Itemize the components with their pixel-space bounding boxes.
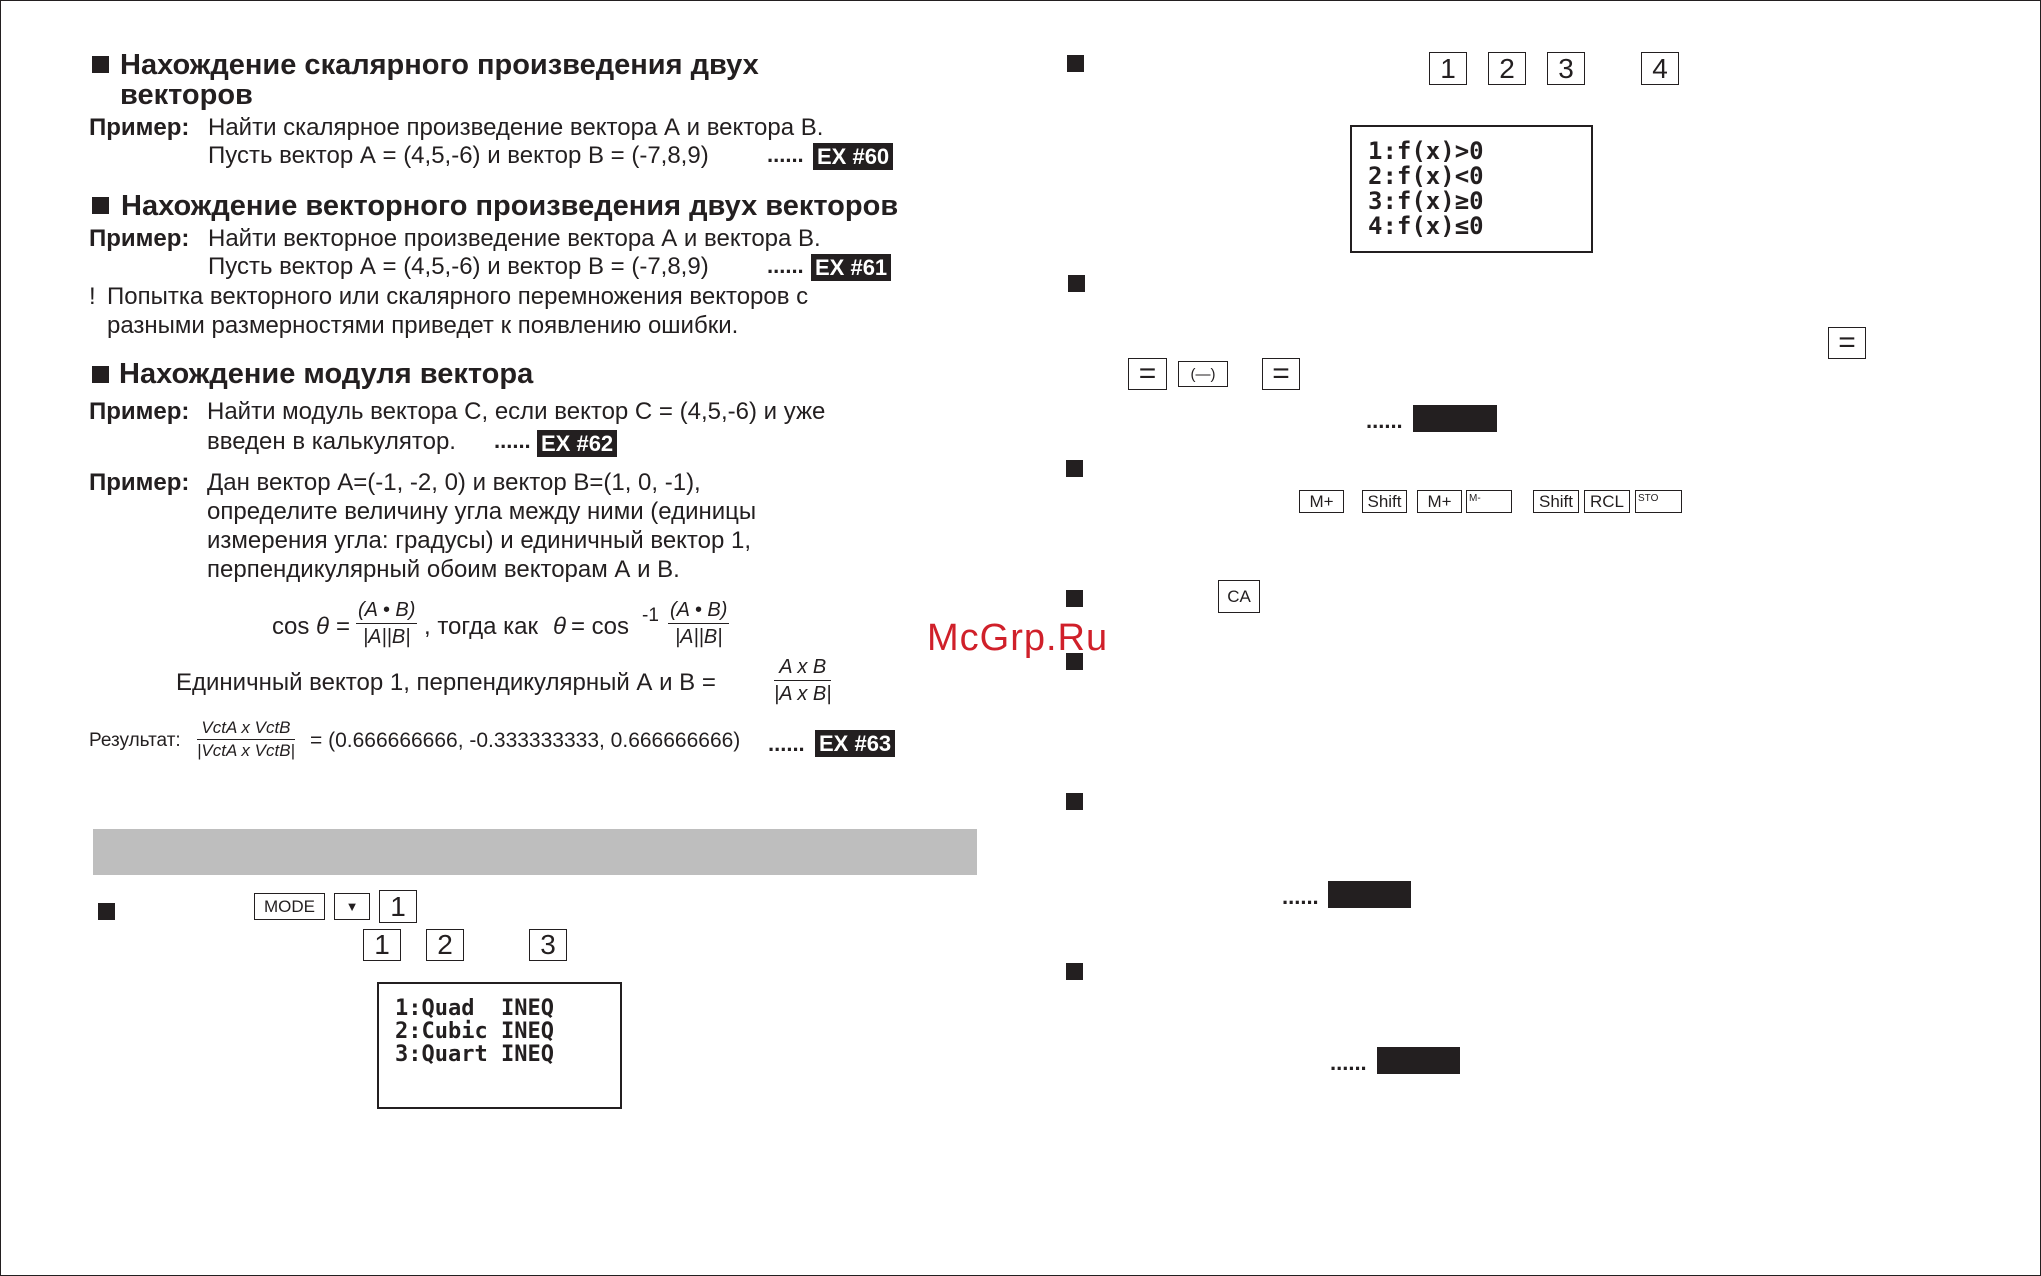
- bullet-square: [1066, 460, 1083, 477]
- example-text: Найти скалярное произведение вектора А и вектора В.: [208, 114, 824, 141]
- example-label: Пример:: [89, 398, 190, 425]
- mode-key[interactable]: MODE: [254, 893, 325, 920]
- bullet-square: [1066, 590, 1083, 607]
- key-2[interactable]: 2: [1488, 52, 1526, 85]
- formula-equals: =: [336, 613, 351, 640]
- bullet-square: [98, 903, 115, 920]
- example-text: Найти модуль вектора С, если вектор С = (4,5,-6) и уже: [207, 398, 826, 425]
- redacted-ex-label: [1328, 881, 1411, 908]
- example-text: Пусть вектор А = (4,5,-6) и вектор В = (-7,8,9): [208, 253, 709, 280]
- formula-fraction: [668, 597, 729, 650]
- fraction-numerator: VctA x VctB: [197, 717, 295, 740]
- section-title-vector-modulus: Нахождение модуля вектора: [119, 358, 534, 390]
- example-label: Пример:: [89, 114, 190, 141]
- fraction-denominator: |VctA x VctB|: [197, 741, 295, 760]
- fraction-numerator: (A • B): [668, 597, 729, 624]
- ex-label-63: EX #63: [815, 730, 895, 757]
- equals-key[interactable]: =: [1128, 358, 1167, 390]
- shift-key[interactable]: Shift: [1362, 490, 1407, 513]
- section-title-vector-product: Нахождение векторного произведения двух векторов: [121, 190, 899, 222]
- bullet-square: [1066, 793, 1083, 810]
- cursor-down-key[interactable]: [334, 893, 370, 920]
- example-text: Найти векторное произведение вектора А и вектора В.: [208, 225, 821, 252]
- bullet-square: [92, 366, 109, 383]
- formula-theta: θ: [316, 613, 330, 640]
- formula-middle: , тогда как: [424, 613, 538, 640]
- equals-key[interactable]: =: [1262, 358, 1300, 390]
- rcl-key[interactable]: RCL: [1584, 490, 1630, 513]
- result-label: Результат:: [89, 730, 181, 751]
- arrow-down-icon: ▼: [345, 899, 359, 914]
- example-text: введен в калькулятор.: [207, 428, 456, 455]
- bullet-square: [1068, 275, 1085, 292]
- dots: ......: [1282, 884, 1319, 909]
- example-text: измерения угла: градусы) и единичный вектор 1,: [207, 527, 752, 554]
- dots: ......: [1366, 408, 1403, 433]
- dots: ......: [494, 428, 531, 453]
- m-plus-key[interactable]: M+: [1417, 490, 1462, 513]
- dots: ......: [768, 731, 805, 756]
- fraction-numerator: A x B: [774, 654, 831, 681]
- section-header-band: [93, 829, 977, 875]
- example-text: Дан вектор А=(-1, -2, 0) и вектор В=(1, 0, -1),: [207, 469, 701, 496]
- lcd-line: 2:Cubic INEQ: [395, 1019, 554, 1044]
- key-1[interactable]: 1: [363, 929, 401, 961]
- ca-key[interactable]: CA: [1218, 580, 1260, 613]
- note-text: разными размерностями приведет к появлению ошибки.: [107, 312, 739, 339]
- formula-cos: cos: [272, 613, 310, 640]
- key-2[interactable]: 2: [426, 929, 464, 961]
- ex-label-61: EX #61: [811, 254, 891, 281]
- result-value: = (0.666666666, -0.333333333, 0.666666666): [310, 729, 741, 752]
- note-text: Попытка векторного или скалярного перемножения векторов с: [107, 283, 809, 310]
- dots: ......: [1330, 1050, 1367, 1075]
- dots: ......: [767, 253, 804, 278]
- lcd-line: 1:f(x)>0: [1368, 137, 1484, 165]
- bullet-square: [1067, 55, 1084, 72]
- example-text: перпендикулярный обоим векторам А и В.: [207, 556, 680, 583]
- key-4[interactable]: 4: [1641, 52, 1679, 85]
- unit-vector-fraction: [774, 654, 831, 707]
- m-plus-key[interactable]: M+: [1299, 490, 1344, 513]
- redacted-ex-label: [1377, 1047, 1460, 1074]
- dots: ......: [767, 142, 804, 167]
- lcd-line: 1:Quad INEQ: [395, 996, 554, 1021]
- fraction-denominator: |A||B|: [362, 626, 411, 648]
- example-text: Пусть вектор А = (4,5,-6) и вектор В = (-7,8,9): [208, 142, 709, 169]
- ex-label-62: EX #62: [537, 430, 617, 457]
- example-text: определите величину угла между ними (единицы: [207, 498, 757, 525]
- formula-fraction: [356, 597, 417, 650]
- watermark: McGrp.Ru: [927, 617, 1109, 659]
- negative-key[interactable]: (—): [1178, 361, 1228, 387]
- bullet-square: [92, 197, 109, 214]
- formula-theta: θ: [553, 613, 567, 640]
- fraction-denominator: |A||B|: [674, 626, 723, 648]
- fraction-denominator: |A x B|: [774, 683, 832, 705]
- bullet-square: [92, 56, 109, 73]
- example-label: Пример:: [89, 469, 190, 496]
- key-1[interactable]: 1: [379, 890, 417, 923]
- note-mark: !: [89, 283, 96, 310]
- sto-key[interactable]: STO: [1635, 490, 1682, 513]
- key-3[interactable]: 3: [1547, 52, 1585, 85]
- key-3[interactable]: 3: [529, 929, 567, 961]
- formula-arccos: = cos: [571, 613, 630, 640]
- lcd-line: 3:Quart INEQ: [395, 1042, 554, 1067]
- lcd-screen-inequality-forms: [1350, 125, 1593, 253]
- m-minus-key[interactable]: M-: [1466, 490, 1512, 513]
- bullet-square: [1066, 963, 1083, 980]
- key-1[interactable]: 1: [1429, 52, 1467, 85]
- lcd-screen-inequality-types: [377, 982, 622, 1109]
- fraction-numerator: (A • B): [356, 597, 417, 624]
- section-title-scalar: Нахождение скалярного произведения двух векторов: [120, 49, 759, 111]
- ex-label-60: EX #60: [813, 143, 893, 170]
- equals-key[interactable]: =: [1828, 327, 1866, 359]
- lcd-line: 4:f(x)≤0: [1368, 212, 1484, 240]
- result-fraction: [197, 717, 295, 762]
- formula-superscript: -1: [642, 605, 659, 626]
- lcd-line: 3:f(x)≥0: [1368, 187, 1484, 215]
- unit-vector-text: Единичный вектор 1, перпендикулярный А и В =: [176, 669, 716, 696]
- example-label: Пример:: [89, 225, 190, 252]
- shift-key[interactable]: Shift: [1533, 490, 1579, 513]
- redacted-ex-label: [1413, 405, 1497, 432]
- lcd-line: 2:f(x)<0: [1368, 162, 1484, 190]
